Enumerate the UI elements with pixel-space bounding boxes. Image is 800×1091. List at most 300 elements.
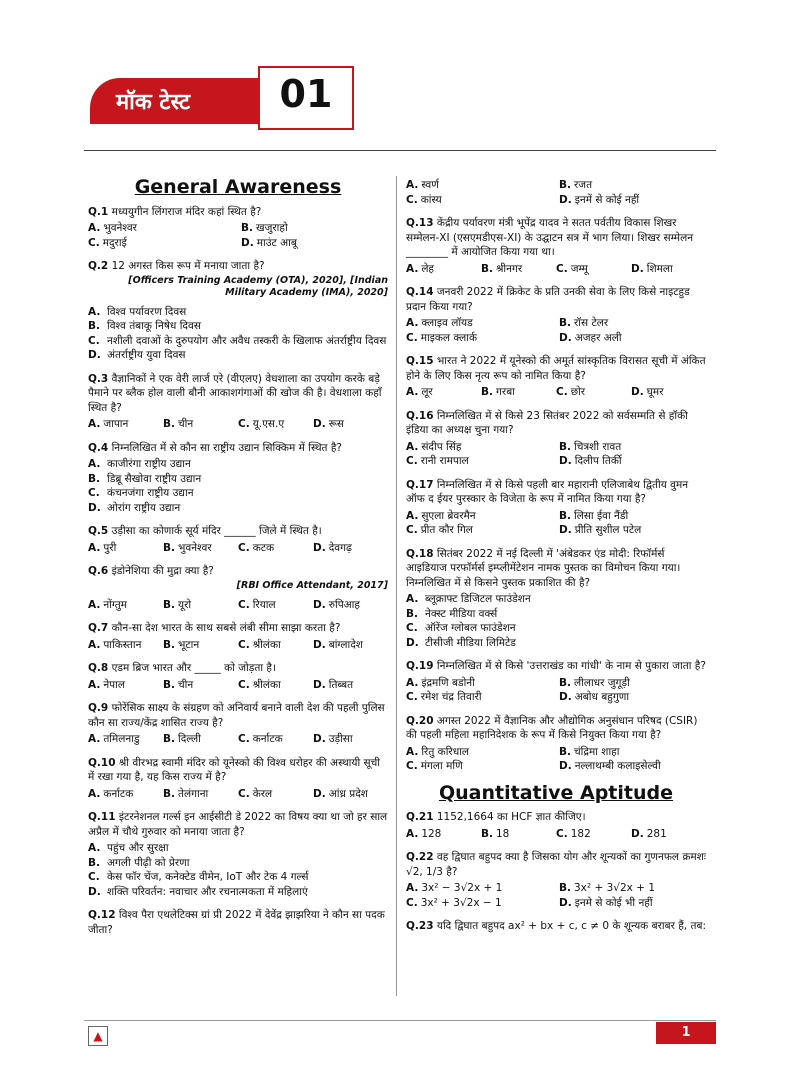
- option: [406, 621, 706, 636]
- option: [313, 417, 388, 432]
- question-text: [88, 908, 388, 937]
- option-letter: C.: [238, 541, 250, 554]
- option: [88, 334, 388, 349]
- option-text: इनमे से कोई भी नहीं: [574, 896, 653, 909]
- option-letter: C.: [406, 331, 418, 344]
- option-text: बांग्लादेश: [328, 638, 363, 651]
- option: [88, 305, 388, 320]
- question: [406, 850, 706, 910]
- option-letter: A.: [406, 509, 419, 522]
- option-letter: C.: [556, 262, 568, 275]
- option-text: चीन: [178, 418, 194, 430]
- option-letter: A.: [88, 638, 101, 651]
- option-letter: B.: [163, 541, 175, 554]
- option-text: केस फॉर चेंज, कनेक्टेड वीमेन, IoT और टेक 4 गर्ल्स: [107, 871, 309, 883]
- option: [481, 827, 556, 842]
- option-letter: D.: [88, 501, 101, 514]
- option-text: खजुराहो: [256, 222, 288, 234]
- question-number: Q.14: [406, 286, 434, 298]
- option: [631, 827, 706, 842]
- option: [88, 638, 163, 653]
- question-stem: 1152,1664 का HCF ज्ञात कीजिए।: [436, 811, 586, 823]
- option-letter: B.: [481, 262, 493, 275]
- option-letter: B.: [163, 678, 175, 691]
- option-text: श्रीनगर: [496, 262, 523, 275]
- question: [406, 216, 706, 276]
- question-stem: एडम ब्रिज भारत और _____ को जोड़ता है।: [111, 662, 276, 674]
- option-letter: C.: [238, 638, 250, 651]
- option-letter: A.: [88, 733, 101, 745]
- option-letter: C.: [406, 455, 418, 467]
- option-text: संदीप सिंह: [421, 440, 462, 453]
- option-letter: A.: [406, 676, 419, 689]
- option-letter: A.: [406, 386, 419, 398]
- question-text: [406, 850, 706, 879]
- question-text: [406, 919, 706, 934]
- option: [163, 638, 238, 653]
- option-letter: D.: [559, 193, 572, 206]
- question-stem: यदि द्विघात बहुपद ax² + bx + c, c ≠ 0 के शून्यक बराबर हैं, तब:: [436, 920, 706, 932]
- option: [481, 385, 556, 400]
- question-text: [88, 259, 388, 274]
- option-text: तिब्बत: [328, 678, 354, 691]
- option: [238, 678, 313, 693]
- question-number: Q.8: [88, 662, 109, 674]
- banner-number-box: [258, 66, 354, 130]
- options: [406, 676, 706, 705]
- option-letter: D.: [241, 236, 254, 249]
- option-letter: D.: [313, 787, 326, 800]
- option-text: शिमला: [646, 262, 673, 275]
- option-text: लिसा ईवा नैंडी: [574, 509, 629, 522]
- options: [406, 440, 706, 469]
- question-number: Q.7: [88, 622, 109, 634]
- option: [406, 607, 706, 622]
- option: [481, 262, 556, 277]
- option-letter: D.: [88, 885, 101, 898]
- option: [238, 417, 313, 432]
- options: [88, 541, 388, 556]
- option-letter: C.: [556, 827, 568, 840]
- option-text: कर्नाटक: [103, 787, 134, 800]
- options: [406, 509, 706, 538]
- option-letter: C.: [406, 622, 418, 634]
- footer-rule: [84, 1020, 716, 1021]
- option: [313, 678, 388, 693]
- options: [406, 385, 706, 400]
- option-letter: D.: [313, 541, 326, 554]
- option: [559, 454, 706, 469]
- option-text: टीसीजी मीडिया लिमिटेड: [425, 636, 516, 649]
- option-letter: D.: [313, 638, 326, 651]
- option-letter: B.: [559, 882, 571, 894]
- question-number: Q.4: [88, 441, 109, 454]
- question-number: Q.12: [88, 909, 116, 921]
- option-text: नल्लाथम्बी कलाइसेल्वी: [574, 760, 661, 772]
- option: [238, 787, 313, 802]
- option-text: माइकल क्लार्क: [420, 331, 478, 344]
- option: [406, 193, 553, 208]
- question: [88, 441, 388, 516]
- question-number: Q.3: [88, 372, 109, 385]
- option: [559, 509, 706, 524]
- option: [406, 454, 553, 469]
- option-text: रानी रामपाल: [420, 455, 469, 467]
- option-letter: D.: [559, 896, 572, 909]
- option-text: रितु करिधाल: [421, 745, 470, 758]
- question: [88, 908, 388, 937]
- option-letter: C.: [88, 236, 100, 249]
- question-text: [88, 701, 388, 730]
- option-text: श्रीलंका: [252, 678, 281, 691]
- question-text: [88, 661, 388, 676]
- option: [406, 385, 481, 400]
- option-text: पहुंच और सुरक्षा: [107, 842, 169, 854]
- option-text: तमिलनाडु: [103, 733, 140, 745]
- banner-number: 01: [279, 72, 333, 116]
- option: [88, 856, 388, 871]
- option-letter: C.: [238, 678, 250, 691]
- option-letter: C.: [238, 418, 250, 430]
- option-letter: B.: [163, 733, 175, 745]
- option: [88, 885, 388, 900]
- option-text: नोंग्तुम: [103, 598, 128, 611]
- option: [241, 236, 388, 251]
- option-letter: B.: [88, 856, 100, 869]
- option: [88, 472, 388, 487]
- options: [88, 638, 388, 653]
- option-text: जम्मू: [570, 262, 588, 275]
- header-rule: [84, 150, 716, 151]
- question: [406, 714, 706, 774]
- option: [238, 541, 313, 556]
- option-letter: A.: [88, 418, 101, 430]
- option: [556, 827, 631, 842]
- option-text: लीलाधर जुगूड़ी: [574, 676, 630, 689]
- option: [238, 598, 313, 613]
- option: [88, 501, 388, 516]
- option-text: लेह: [421, 262, 435, 275]
- question-text: [406, 285, 706, 314]
- question-number: Q.22: [406, 851, 434, 863]
- question-number: Q.11: [88, 811, 116, 823]
- question-number: Q.1: [88, 205, 109, 218]
- option: [163, 787, 238, 802]
- option-letter: B.: [406, 607, 418, 620]
- option-letter: A.: [88, 541, 101, 554]
- question-text: [88, 372, 388, 416]
- option: [406, 690, 553, 705]
- option: [406, 509, 553, 524]
- option: [88, 870, 388, 885]
- question-stem: जनवरी 2022 में क्रिकेट के प्रति उनकी सेवा के लिए किसे नाइटहुड प्रदान किया गया?: [406, 286, 690, 313]
- option-text: इंद्रमणि बडोनी: [421, 676, 475, 689]
- option-text: 18: [496, 827, 510, 840]
- question-stem: इंडोनेशिया की मुद्रा क्या है?: [111, 565, 214, 577]
- section-heading-general-awareness: General Awareness: [134, 176, 342, 198]
- option-text: अबोध बहुगुणा: [574, 691, 630, 703]
- question-stem: विश्व पैरा एथलेटिक्स ग्रां प्री 2022 में देवेंद्र झाझरिया ने कौन सा पदक जीता?: [88, 909, 385, 936]
- question: [406, 547, 706, 651]
- option-text: रूस: [328, 418, 344, 430]
- option: [163, 541, 238, 556]
- option-text: चीन: [178, 678, 194, 691]
- banner-title: मॉक टेस्ट: [116, 90, 191, 115]
- option-letter: C.: [88, 871, 100, 883]
- option-letter: B.: [559, 179, 571, 191]
- option-letter: B.: [163, 598, 175, 611]
- option-letter: D.: [559, 760, 572, 772]
- option-text: कर्नाटक: [252, 733, 283, 745]
- option-text: भूटान: [178, 638, 200, 651]
- option-letter: B.: [88, 472, 100, 485]
- question: [406, 409, 706, 469]
- options: [406, 827, 706, 842]
- question-text: [406, 547, 706, 591]
- option: [313, 787, 388, 802]
- question-source: [Officers Training Academy (OTA), 2020], [Indian Military Academy (IMA), 2020]: [128, 274, 388, 298]
- options: [88, 787, 388, 802]
- question: [88, 756, 388, 802]
- question-number: Q.10: [88, 756, 116, 769]
- option: [559, 759, 706, 774]
- option-letter: B.: [481, 386, 493, 398]
- option-text: 3x² + 3√2x + 1: [574, 882, 655, 894]
- question-number: Q.9: [88, 702, 109, 714]
- question-text: [88, 205, 388, 220]
- question-text: [406, 659, 706, 674]
- option-letter: A.: [88, 305, 101, 318]
- option-text: चित्रशी रावत: [574, 440, 622, 453]
- left-column: [88, 176, 388, 946]
- option-letter: D.: [559, 331, 572, 344]
- option-text: ओरांग राष्ट्रीय उद्यान: [107, 501, 181, 514]
- option-text: कांस्य: [420, 193, 442, 206]
- option-text: उड़ीसा: [328, 733, 353, 745]
- option-text: 3x² − 3√2x + 1: [421, 882, 503, 894]
- question-number: Q.17: [406, 478, 434, 491]
- option-letter: D.: [559, 455, 572, 467]
- option: [559, 178, 706, 193]
- question: [406, 659, 706, 705]
- option-letter: A.: [88, 842, 101, 854]
- option-text: क्लाइव लॉयड: [421, 317, 473, 329]
- option-letter: A.: [88, 458, 101, 470]
- option: [406, 262, 481, 277]
- option: [406, 316, 553, 331]
- section-heading-quantitative-aptitude: Quantitative Aptitude: [438, 781, 673, 804]
- question-text: [88, 524, 388, 539]
- question: [88, 259, 388, 363]
- option-text: लूर: [421, 386, 433, 398]
- option-text: पाकिस्तान: [103, 638, 142, 651]
- option-text: अजहर अली: [574, 331, 622, 344]
- question-stem: कौन-सा देश भारत के साथ सबसे लंबी सीमा साझा करता है?: [111, 622, 341, 634]
- question-stem: निम्नलिखित में से कौन सा राष्ट्रीय उद्यान सिक्किम में स्थित है?: [111, 441, 342, 454]
- option-text: नशीली दवाओं के दुरुपयोग और अवैध तस्करी के खिलाफ अंतर्राष्ट्रीय दिवस: [107, 334, 387, 347]
- option-text: ब्लूक्राफ्ट डिजिटल फाउंडेशन: [425, 593, 531, 605]
- question-stem: उड़ीसा का कोणार्क सूर्य मंदिर ______ जिले में स्थित है।: [111, 525, 322, 537]
- option: [88, 732, 163, 747]
- question-stem: वह द्विघात बहुपद क्या है जिसका योग और शून्यकों का गुणनफल क्रमशः √2, 1/3 है?: [406, 851, 706, 878]
- option-text: श्रीलंका: [252, 638, 281, 651]
- option-letter: B.: [241, 222, 253, 234]
- option: [631, 262, 706, 277]
- option-text: 3x² + 3√2x − 1: [420, 896, 502, 909]
- option-text: माउंट आबू: [256, 236, 297, 249]
- option-text: चंद्रिमा शाहा: [574, 745, 620, 758]
- option: [406, 881, 553, 896]
- options: [406, 178, 706, 207]
- question-number: Q.2: [88, 260, 109, 272]
- question-source: [RBI Office Attendant, 2017]: [236, 579, 388, 591]
- option-letter: C.: [406, 691, 418, 703]
- option-letter: C.: [238, 733, 250, 745]
- option-text: कंचनजंगा राष्ट्रीय उद्यान: [107, 487, 194, 499]
- question-text: [406, 714, 706, 743]
- option-text: रजत: [574, 179, 593, 191]
- option-text: इनमें से कोई नहीं: [574, 193, 640, 206]
- question-number: Q.23: [406, 920, 434, 932]
- question-stem: निम्नलिखित में से किसे 'उत्तराखंड का गांधी' के नाम से पुकारा जाता है?: [436, 660, 706, 672]
- option-text: स्वर्ण: [421, 179, 439, 191]
- option-letter: D.: [631, 827, 644, 840]
- options: [406, 262, 706, 277]
- question: [406, 919, 706, 934]
- option: [238, 638, 313, 653]
- qa-questions: [406, 810, 706, 934]
- option: [559, 881, 706, 896]
- option-text: प्रीति सुशील पटेल: [574, 524, 642, 536]
- option-text: मंगला मणि: [420, 760, 463, 772]
- option-text: अगली पीढ़ी को प्रेरणा: [107, 856, 190, 869]
- option: [88, 841, 388, 856]
- option-letter: B.: [163, 418, 175, 430]
- question: [88, 564, 388, 612]
- option-letter: B.: [163, 638, 175, 651]
- option: [88, 787, 163, 802]
- option: [406, 896, 553, 911]
- option-text: विश्व पर्यावरण दिवस: [107, 305, 187, 318]
- option-letter: D.: [559, 691, 572, 703]
- question: [88, 524, 388, 555]
- question-text: [88, 810, 388, 839]
- option-letter: A.: [88, 222, 101, 234]
- option-letter: D.: [313, 418, 326, 430]
- options: [88, 457, 388, 515]
- question-stem: फोरेंसिक साक्ष्य के संग्रहण को अनिवार्य बनाने वाली देश की पहली पुलिस कौन सा राज्य/केंद्र शासित राज्य है?: [88, 702, 385, 729]
- question-number: Q.5: [88, 525, 109, 537]
- option: [88, 486, 388, 501]
- question-number: Q.19: [406, 660, 434, 672]
- question-text: [406, 216, 706, 260]
- option: [88, 236, 235, 251]
- option-letter: D.: [313, 733, 326, 745]
- question-stem: श्री वीरभद्र स्वामी मंदिर को यूनेस्को की विश्व धरोहर की अस्थायी सूची में रखा गया है, यह किस राज्य में है?: [88, 756, 381, 783]
- option: [313, 598, 388, 613]
- option: [88, 541, 163, 556]
- options: [88, 732, 388, 747]
- option: [88, 319, 388, 334]
- question-number: Q.21: [406, 811, 434, 823]
- option-text: केरल: [252, 787, 273, 800]
- question-stem: वैज्ञानिकों ने एक वेरी लार्ज एरे (वीएलए) वेधशाला का उपयोग करके बड़े पैमाने पर ब्लैक होल वाली बौनी आकाशगंगाओं की खोज की है। वेधशाला कहाँ स्थित है?: [88, 372, 382, 414]
- option-letter: D.: [406, 636, 419, 649]
- option: [559, 193, 706, 208]
- option: [313, 732, 388, 747]
- options: [406, 592, 706, 650]
- question-stem: निम्नलिखित में से किसे 23 सितंबर 2022 को सर्वसम्मति से हॉकी इंडिया का अध्यक्ष चुना गया?: [406, 409, 688, 436]
- option: [559, 440, 706, 455]
- question-stem: इंटरनेशनल गर्ल्स इन आईसीटी डे 2022 का विषय क्या था जो हर साल अप्रैल में चौथे गुरुवार को मनाया जाता है?: [88, 811, 388, 838]
- question: [88, 701, 388, 747]
- option: [163, 598, 238, 613]
- question-stem: भारत ने 2022 में यूनेस्को की अमूर्त सांस्कृतिक विरासत सूची में अंकित होने के लिए किस नृत्य रूप को नामित किया है?: [406, 355, 706, 382]
- question-stem: अगस्त 2022 में वैज्ञानिक और औद्योगिक अनुसंधान परिषद (CSIR) की पहली महिला महानिदेशक के रूप में किसे नियुक्त किया गया है?: [406, 714, 698, 741]
- column-divider: [396, 176, 397, 996]
- option-letter: A.: [88, 598, 101, 611]
- option-text: अंतर्राष्ट्रीय युवा दिवस: [107, 349, 186, 361]
- option: [559, 690, 706, 705]
- option-letter: A.: [406, 317, 419, 329]
- question: [88, 372, 388, 432]
- option-text: रॉस टेलर: [574, 317, 609, 329]
- option-letter: C.: [406, 524, 418, 536]
- option: [163, 732, 238, 747]
- option-letter: B.: [163, 787, 175, 800]
- question: [406, 810, 706, 841]
- option-text: 182: [570, 827, 591, 840]
- option-letter: D.: [559, 524, 572, 536]
- options: [406, 316, 706, 345]
- option: [406, 827, 481, 842]
- option: [631, 385, 706, 400]
- options: [88, 417, 388, 432]
- question-stem: 12 अगस्त किस रूप में मनाया जाता है?: [111, 260, 265, 272]
- option: [406, 523, 553, 538]
- option: [406, 331, 553, 346]
- option-text: गरबा: [496, 386, 515, 398]
- option: [556, 385, 631, 400]
- options: [88, 841, 388, 899]
- option: [556, 262, 631, 277]
- options: [88, 678, 388, 693]
- option: [313, 541, 388, 556]
- option-letter: A.: [406, 593, 419, 605]
- question: [406, 178, 706, 207]
- question-text: [406, 354, 706, 383]
- option-text: दिल्ली: [178, 733, 201, 745]
- option: [406, 592, 706, 607]
- question-number: Q.16: [406, 409, 434, 422]
- option-letter: A.: [88, 787, 101, 800]
- option-text: कटक: [252, 541, 275, 554]
- option-text: ऑरेंज ग्लोबल फाउंडेशन: [425, 622, 516, 634]
- option-text: काजीरंगा राष्ट्रीय उद्यान: [107, 458, 191, 470]
- question-number: Q.20: [406, 714, 434, 727]
- question: [406, 354, 706, 400]
- option-text: नेक्स्ट मीडिया वर्क्स: [425, 607, 498, 620]
- option-letter: B.: [559, 440, 571, 453]
- option-letter: C.: [238, 787, 250, 800]
- option-letter: A.: [406, 262, 419, 275]
- option-text: भुवनेश्वर: [178, 541, 212, 554]
- option-letter: B.: [559, 509, 571, 522]
- option-text: यू.एस.ए: [252, 418, 285, 430]
- option: [163, 417, 238, 432]
- option-letter: C.: [238, 598, 250, 611]
- option-letter: A.: [406, 179, 419, 191]
